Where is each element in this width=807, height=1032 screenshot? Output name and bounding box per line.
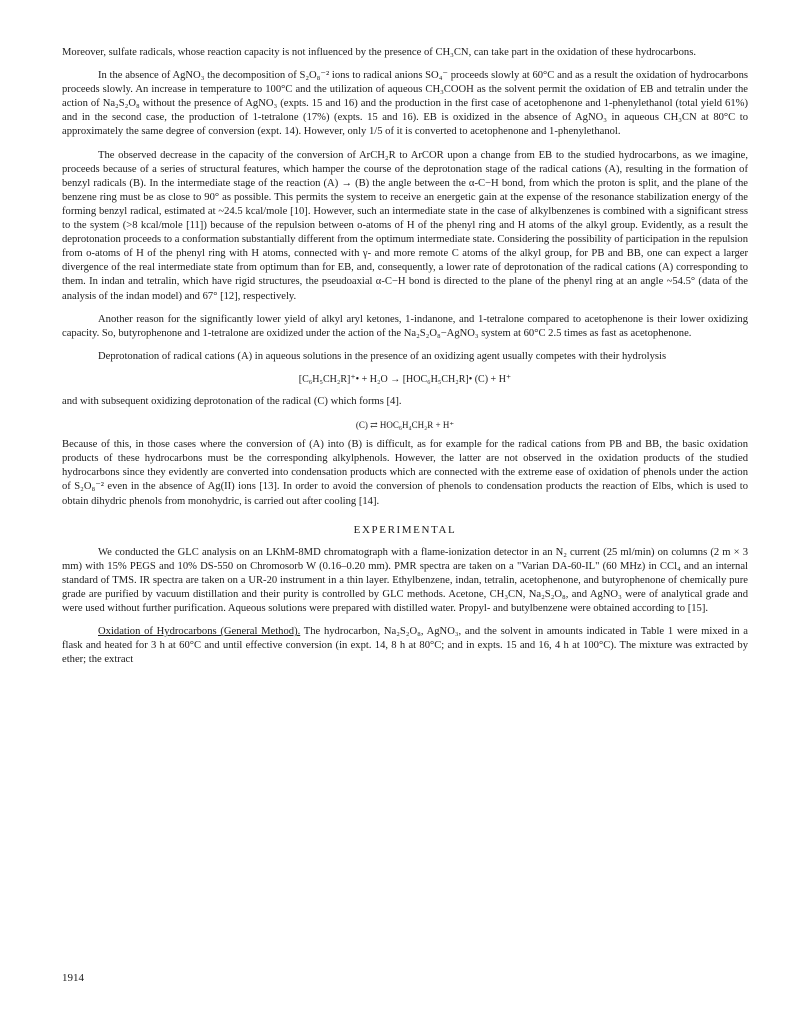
paragraph-2: In the absence of AgNO₃ the decomposition of S₂O₈⁻² ions to radical anions SO₄⁻ proceeds slowly at 60°C and as a result the oxidation of hydrocarbons proceeds slowly. An increase in temperature to 100°C and the utilization of aqueous CH₃COOH as the solvent permit the oxidation of EB and tetralin under the action of Na₂S₂O₈ without the presence of AgNO₃ (expts. 15 and 16) and the production in the first case of acetophenone and 1-phenylethanol (total yield 61%) and in the second case, the production of 1-tetralone (17%) (expts. 15 and 16). EB is oxidized in the absence of AgNO₃ in aqueous CH₃CN at 80°C to approximately the same degree of conversion (expt. 14). However, only 1/5 of it is converted to acetophenone and 1-phenylethanol. xyxy=(62,70,748,138)
paper-page xyxy=(62,46,748,676)
page-number: 1914 xyxy=(62,972,84,984)
paragraph-5: Deprotonation of radical cations (A) in aqueous solutions in the presence of an oxidizing agent usually competes with their hydrolysis xyxy=(98,350,667,362)
paragraph-6: and with subsequent oxidizing deprotonation of the radical (C) which forms [4]. xyxy=(62,395,402,407)
equation-hydrolysis: [C₆H₅CH₂R]⁺• + H₂O → [HOC₆H₅CH₂R]• (C) + H⁺ xyxy=(298,373,512,385)
paragraph-7: Because of this, in those cases where the conversion of (A) into (B) is difficult, as for example for the radical cations from PB and BB, the basic oxidation products of these hydrocarbons must be the corresponding alkylphenols. However, the latter are not observed in the oxidation products of the studied hydrocarbons since they evidently are converted into condensation products which are connected with the extreme ease of oxidation of phenols under the action of S₂O₈⁻² even in the absence of Ag(II) ions [13]. In order to avoid the conversion of phenols to condensation products the reaction of Elbs, which is used to obtain dihydric phenols from monohydric, is carried out after cooling [14]. xyxy=(62,439,748,507)
paragraph-1: Moreover, sulfate radicals, whose reaction capacity is not influenced by the presence of CH₃CN, can take part in the oxidation of these hydrocarbons. xyxy=(62,47,696,58)
method-text: The hydrocarbon, Na₂S₂O₈, AgNO₃, and the solvent in amounts indicated in Table 1 were mixed in a flask and heated for 3 h at 60°C and until effective conversion (in expt. 14, 8 h at 80°C; and in expts. 15 and 16, 4 h at 100°C). The mixture was extracted by ether; the extract xyxy=(62,626,748,666)
paragraph-8: We conducted the GLC analysis on an LKhM-8MD chromatograph with a flame-ionization detector in an N₂ current (25 ml/min) on columns (2 m × 3 mm) with 15% PEGS and 10% DS-550 on Chromosorb W (0.16–0.20 mm). PMR spectra are taken on a "Varian DA-60-IL" (60 MHz) in CCl₄ and an internal standard of TMS. IR spectra are taken on a UR-20 instrument in a thin layer. Ethylbenzene, indan, tetralin, acetophenone, and butyrophenone of chemically pure grade are purified by vacuum distillation and their purity is controlled by GLC methods. Acetone, CH₃CN, Na₂S₂O₈, and AgNO₃ were of analytical grade and were used without further purification. Aqueous solutions were prepared with distilled water. Propyl- and butylbenzene were obtained according to [15]. xyxy=(62,546,748,615)
paragraph-9 xyxy=(62,625,748,667)
paragraph-3: The observed decrease in the capacity of the conversion of ArCH₂R to ArCOR upon a change from EB to the studied hydrocarbons, as we imagine, proceeds because of a series of structural features, which hamper the course of the deprotonation stage of the radical cations (A), resulting in the formation of benzyl radicals (B). In the intermediate stage of the reaction (A) → (B) the angle between the α-C−H bond, from which the proton is split, and the plane of the benzene ring must be as close to 90° as possible. This permits the system to receive an energetic gain at the expense of the resonance stabilization energy of the forming benzyl radical, estimated at ~24.5 kcal/mole [10]. However, such an intermediate state in the case of alkylbenzenes is combined with a significant stress to the system (>8 kcal/mole [11]) because of the repulsion between o-atoms of H of the phenyl ring and H atoms of the alkyl group. Evidently, as a result the deprotonation proceeds to a conformation substantially different from the optimum intermediate state. Considering the possibility of participation in the repulsion from o-atoms of H of the phenyl ring with H atoms, connected with γ- and more remote C atoms of the alkyl group, for PB and BB, one can expect a larger divergence of the real intermediate state from optimum than for EB, and, consequently, a lower rate of deprotonation of the radical cations (A) corresponding to them. In indan and tetralin, which have rigid structures, the pseudoaxial α-C−H bond is directed to the plane of the phenyl ring at an angle ~54.5° (data of the analysis of the indan model) and 67° [12], respectively. xyxy=(62,149,748,302)
method-title: Oxidation of Hydrocarbons (General Method). xyxy=(98,626,301,638)
equation-deprotonation: (C) ⇄ HOC₆H₄CH₂R + H⁺ xyxy=(355,420,455,431)
paragraph-4: Another reason for the significantly lower yield of alkyl aryl ketones, 1-indanone, and 1-tetralone compared to acetophenone is their lower oxidizing capacity. So, butyrophenone and 1-tetralone are oxidized under the action of the Na₂S₂O₈−AgNO₃ system at 60°C 2.5 times as fast as acetophenone. xyxy=(62,313,748,339)
section-heading-experimental: EXPERIMENTAL xyxy=(353,523,457,536)
